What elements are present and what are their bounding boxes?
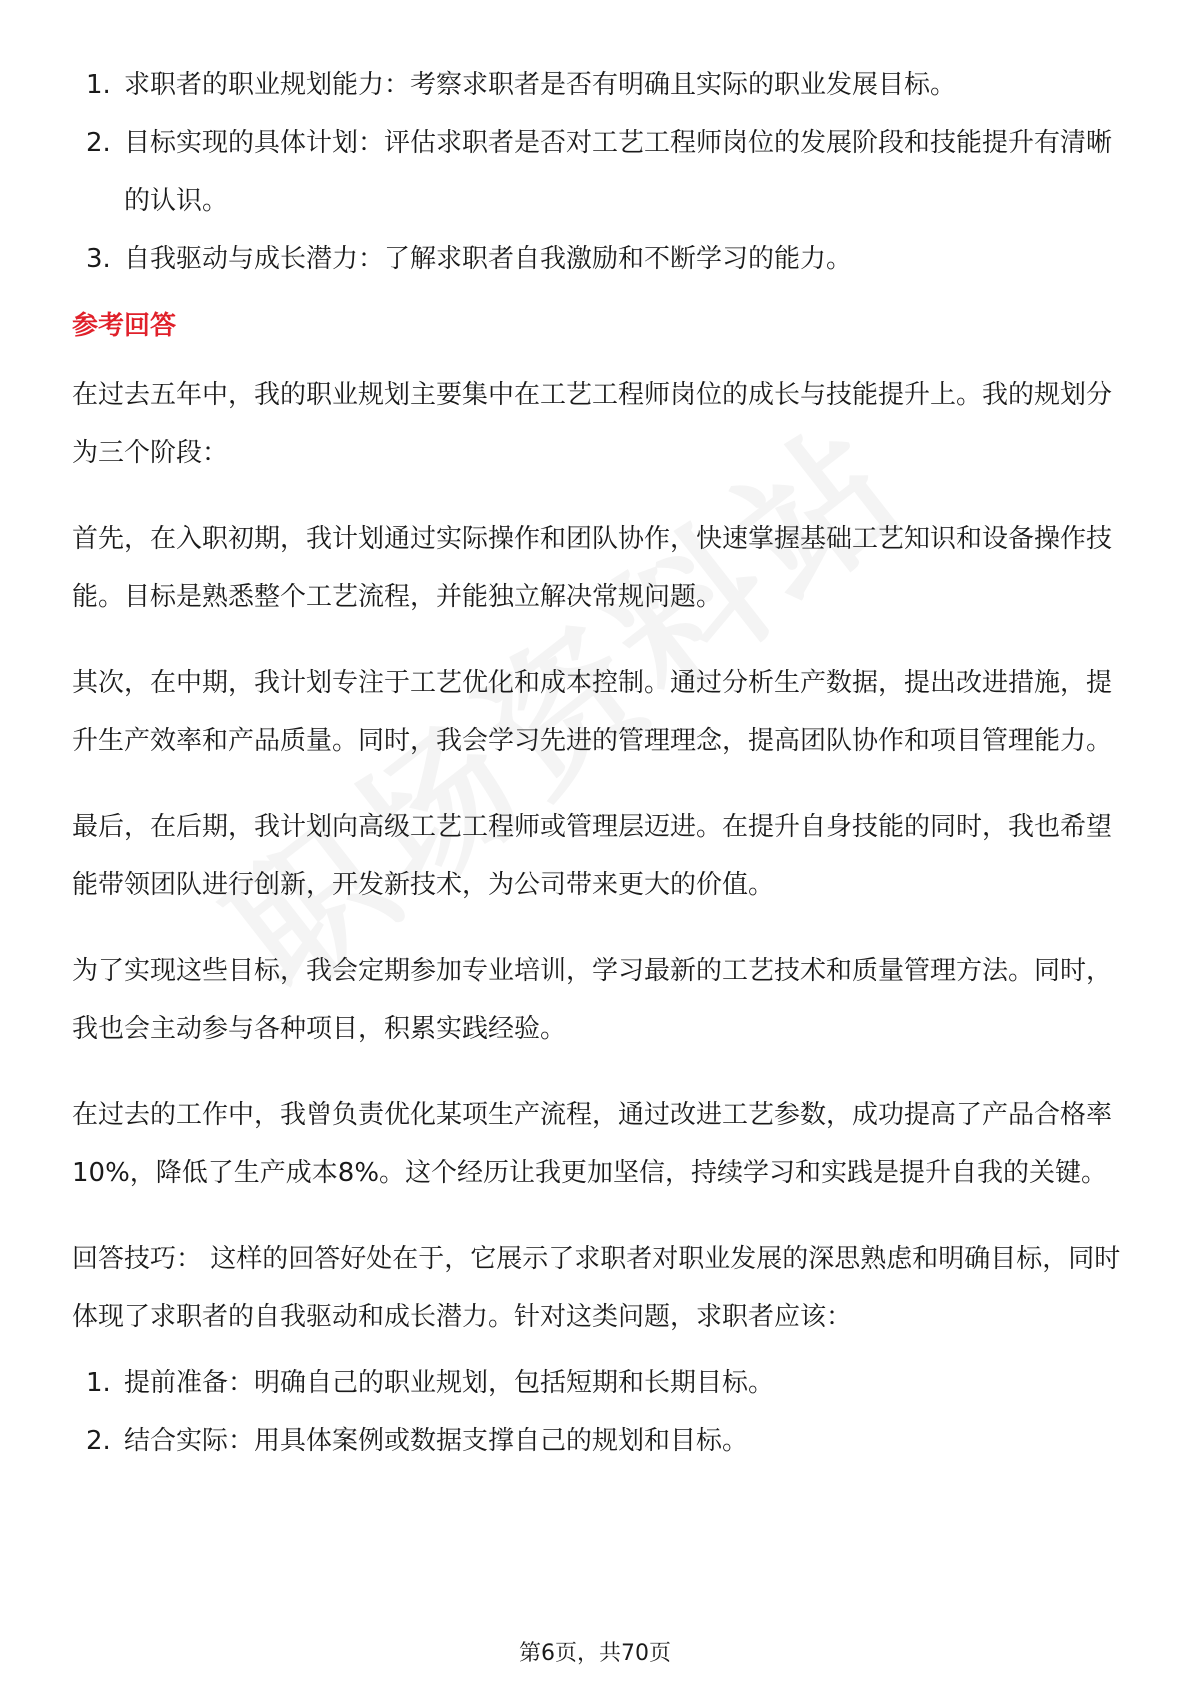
list-number: 1.: [86, 1368, 111, 1398]
document-body: [72, 56, 1122, 1470]
paragraph: 为了实现这些目标，我会定期参加专业培训，学习最新的工艺技术和质量管理方法。同时，我也会主动参与各种项目，积累实践经验。: [72, 956, 1113, 1044]
tips-list: [72, 1354, 1122, 1470]
list-item: [72, 230, 1122, 288]
list-item: [72, 56, 1122, 114]
paragraph: 回答技巧： 这样的回答好处在于，它展示了求职者对职业发展的深思熟虑和明确目标，同时体现了求职者的自我驱动和成长潜力。针对这类问题，求职者应该：: [72, 1244, 1121, 1332]
list-number: 1.: [86, 70, 111, 100]
evaluation-points-list: [72, 56, 1122, 288]
paragraph: 在过去的工作中，我曾负责优化某项生产流程，通过改进工艺参数，成功提高了产品合格率10%，降低了生产成本8%。这个经历让我更加坚信，持续学习和实践是提升自我的关键。: [72, 1100, 1113, 1188]
list-text: 结合实际：用具体案例或数据支撑自己的规划和目标。: [124, 1426, 749, 1456]
page-footer: 第6页，共70页: [519, 1641, 671, 1666]
paragraph: 其次，在中期，我计划专注于工艺优化和成本控制。通过分析生产数据，提出改进措施，提升生产效率和产品质量。同时，我会学习先进的管理理念，提高团队协作和项目管理能力。: [72, 668, 1113, 756]
list-number: 2.: [86, 128, 111, 158]
list-item: [72, 114, 1122, 230]
paragraph: 最后，在后期，我计划向高级工艺工程师或管理层迈进。在提升自身技能的同时，我也希望能带领团队进行创新，开发新技术，为公司带来更大的价值。: [72, 812, 1113, 900]
list-text: 提前准备：明确自己的职业规划，包括短期和长期目标。: [124, 1368, 775, 1398]
list-text: 求职者的职业规划能力：考察求职者是否有明确且实际的职业发展目标。: [124, 70, 957, 100]
paragraph: 在过去五年中，我的职业规划主要集中在工艺工程师岗位的成长与技能提升上。我的规划分为三个阶段：: [72, 380, 1113, 468]
list-number: 2.: [86, 1426, 111, 1456]
list-item: [72, 1412, 1122, 1470]
list-text: 自我驱动与成长潜力：了解求职者自我激励和不断学习的能力。: [124, 244, 853, 274]
list-text: 目标实现的具体计划：评估求职者是否对工艺工程师岗位的发展阶段和技能提升有清晰的认识。: [124, 128, 1113, 216]
list-number: 3.: [86, 244, 111, 274]
list-item: [72, 1354, 1122, 1412]
paragraph: 首先，在入职初期，我计划通过实际操作和团队协作，快速掌握基础工艺知识和设备操作技能。目标是熟悉整个工艺流程，并能独立解决常规问题。: [72, 524, 1113, 612]
section-heading: 参考回答: [72, 311, 177, 341]
